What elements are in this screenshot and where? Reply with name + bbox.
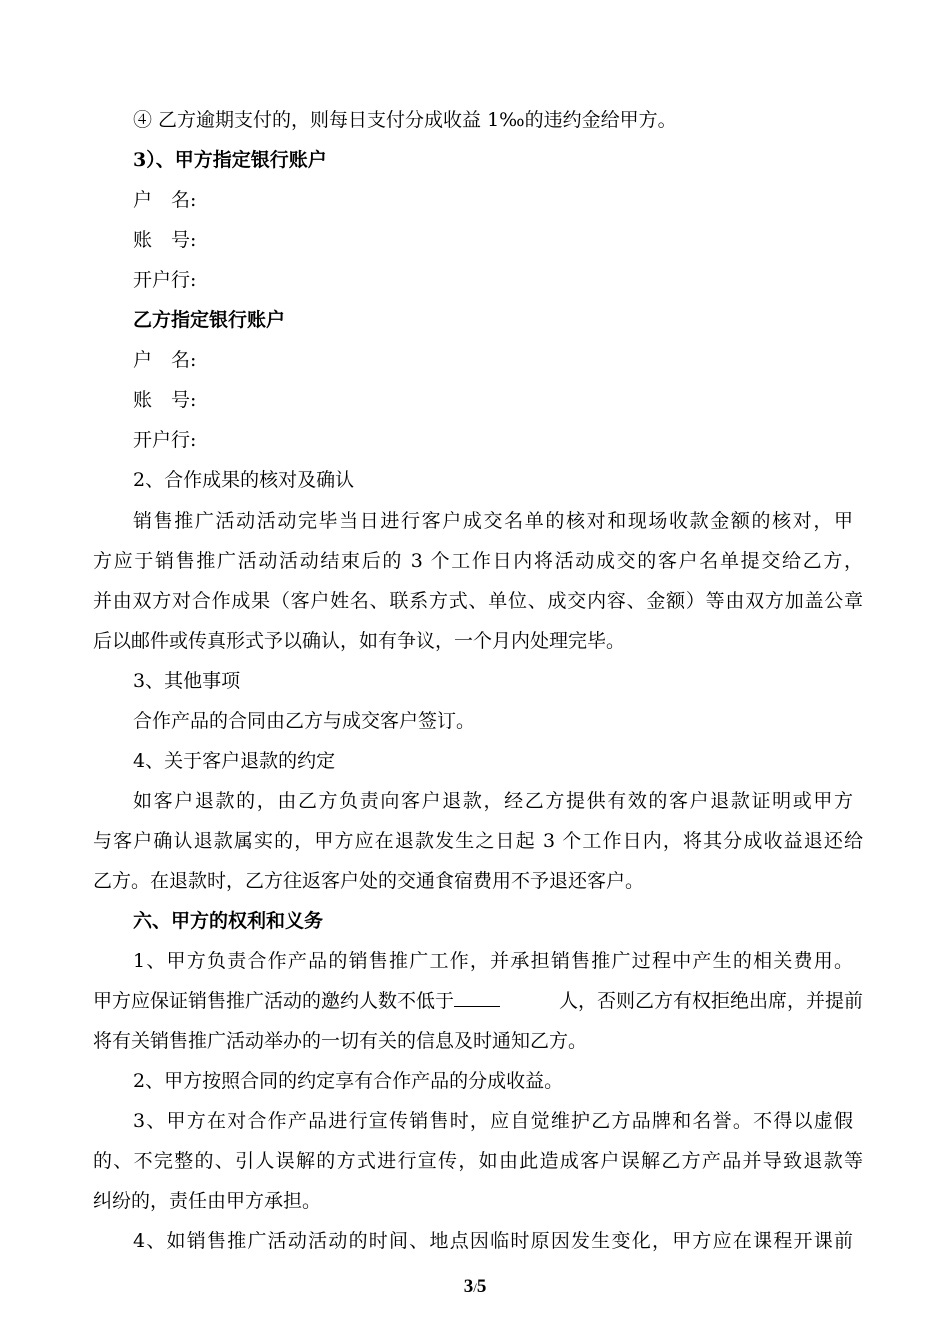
total-pages: 5 [476, 1276, 487, 1297]
heading-party-a-bank-account: 3）、甲方指定银行账户 [133, 149, 327, 171]
paragraph-line: 将有关销售推广活动举办的一切有关的信息及时通知乙方。 [93, 1030, 588, 1052]
paragraph-line: 合作产品的合同由乙方与成交客户签订。 [133, 710, 476, 732]
page-separator: / [473, 1280, 477, 1295]
paragraph-line: 4、如销售推广活动活动的时间、地点因临时原因发生变化，甲方应在课程开课前 [133, 1230, 853, 1252]
heading-party-a-rights: 六、甲方的权利和义务 [133, 910, 324, 932]
paragraph-text: 甲方应保证销售推广活动的邀约人数不低于 [93, 990, 455, 1012]
party-b-bank-field: 开户行: [133, 429, 197, 451]
paragraph-line: 方应于销售推广活动活动结束后的 3 个工作日内将活动成交的客户名单提交给乙方， [93, 550, 863, 572]
paragraph-line: 如客户退款的，由乙方负责向客户退款，经乙方提供有效的客户退款证明或甲方 [133, 790, 853, 812]
paragraph-line: 的、不完整的、引人误解的方式进行宣传，如由此造成客户误解乙方产品并导致退款等 [93, 1150, 863, 1172]
clause-overdue-penalty: ④ 乙方逾期支付的，则每日支付分成收益 1‰的违约金给甲方。 [133, 109, 677, 131]
party-b-account-number-field: 账 号: [133, 389, 197, 411]
paragraph-line: 后以邮件或传真形式予以确认，如有争议，一个月内处理完毕。 [93, 630, 626, 652]
paragraph-line: 与客户确认退款属实的，甲方应在退款发生之日起 3 个工作日内，将其分成收益退还给 [93, 830, 863, 852]
current-page: 3 [463, 1276, 474, 1297]
paragraph-line: 3、甲方在对合作产品进行宣传销售时，应自觉维护乙方品牌和名誉。不得以虚假 [133, 1110, 853, 1132]
heading-verification: 2、合作成果的核对及确认 [133, 469, 355, 491]
paragraph-line-with-blank [93, 988, 863, 1014]
paragraph-line: 销售推广活动活动完毕当日进行客户成交名单的核对和现场收款金额的核对，甲 [133, 510, 853, 532]
paragraph-line: 2、甲方按照合同的约定享有合作产品的分成收益。 [133, 1070, 564, 1092]
party-a-account-number-field: 账 号: [133, 229, 197, 251]
party-b-account-name-field: 户 名: [133, 349, 197, 371]
paragraph-line: 纠纷的，责任由甲方承担。 [93, 1190, 322, 1212]
paragraph-text: 人，否则乙方有权拒绝出席，并提前 [558, 990, 863, 1012]
party-a-bank-field: 开户行: [133, 269, 197, 291]
heading-other-matters: 3、其他事项 [133, 670, 241, 692]
party-a-account-name-field: 户 名: [133, 189, 197, 211]
paragraph-line: 1、甲方负责合作产品的销售推广工作，并承担销售推广过程中产生的相关费用。 [133, 950, 853, 972]
paragraph-line: 乙方。在退款时，乙方往返客户处的交通食宿费用不予退还客户。 [93, 870, 645, 892]
page-number [0, 1276, 950, 1298]
paragraph-line: 并由双方对合作成果（客户姓名、联系方式、单位、成交内容、金额）等由双方加盖公章 [93, 590, 863, 612]
heading-party-b-bank-account: 乙方指定银行账户 [133, 309, 286, 331]
fill-in-blank [454, 988, 500, 1007]
heading-refund-agreement: 4、关于客户退款的约定 [133, 750, 336, 772]
